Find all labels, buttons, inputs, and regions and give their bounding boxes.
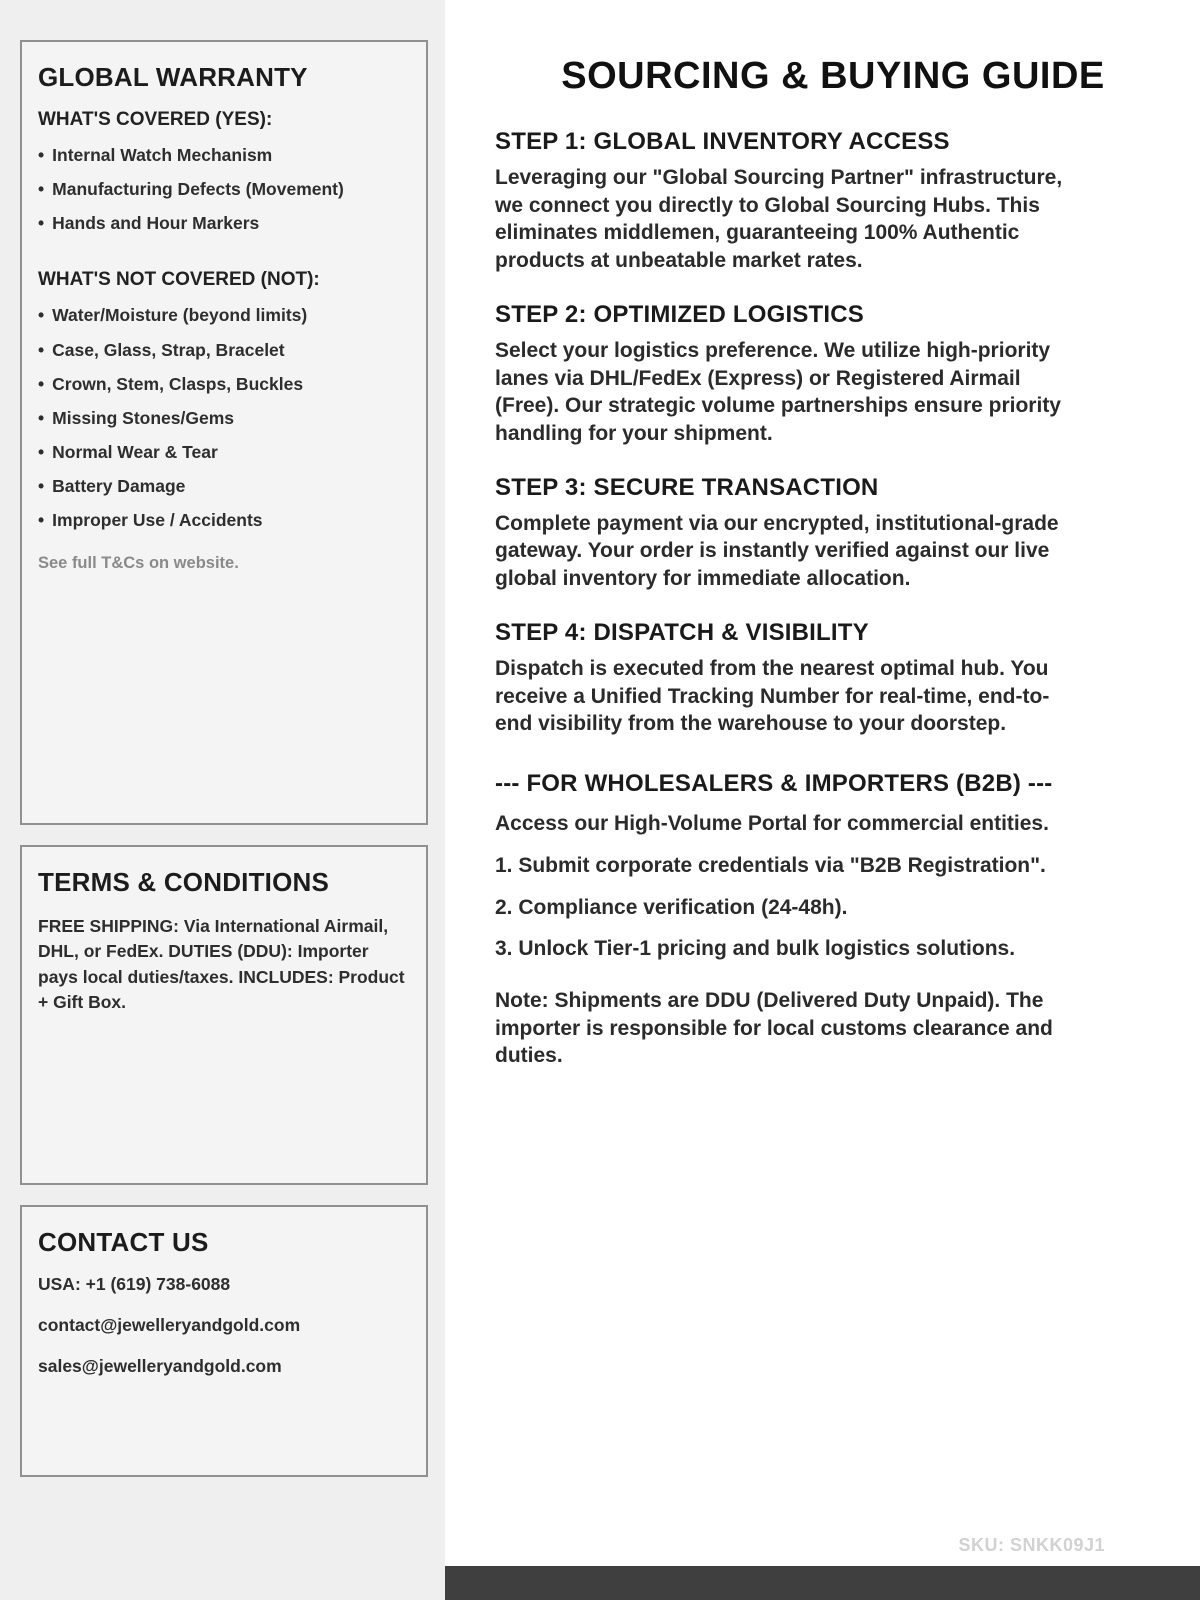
step-3-section xyxy=(495,474,1070,593)
not-covered-item: • Improper Use / Accidents xyxy=(38,510,410,530)
global-warranty-box xyxy=(20,40,428,825)
step-4-section xyxy=(495,619,1070,738)
step-2-heading: STEP 2: OPTIMIZED LOGISTICS xyxy=(495,300,864,328)
terms-body: FREE SHIPPING: Via International Airmail, DHL, or FedEx. DUTIES (DDU): Importer pays local duties/taxes. INCLUDES: Product + Gift Box. xyxy=(38,916,405,1013)
step-1-section xyxy=(495,128,1070,275)
step-1-heading: STEP 1: GLOBAL INVENTORY ACCESS xyxy=(495,128,950,155)
b2b-note: Note: Shipments are DDU (Delivered Duty Unpaid). The importer is responsible for local customs clearance and duties. xyxy=(495,988,1053,1068)
b2b-intro: Access our High-Volume Portal for commercial entities. xyxy=(495,812,1049,836)
covered-heading: WHAT'S COVERED (YES): xyxy=(38,109,273,130)
not-covered-item: • Battery Damage xyxy=(38,476,410,496)
step-4-heading: STEP 4: DISPATCH & VISIBILITY xyxy=(495,618,869,646)
covered-item: • Hands and Hour Markers xyxy=(38,213,410,233)
b2b-heading: --- FOR WHOLESALERS & IMPORTERS (B2B) --- xyxy=(495,770,1053,798)
b2b-item: 1. Submit corporate credentials via "B2B Registration". xyxy=(495,853,1046,877)
warranty-footnote: See full T&Cs on website. xyxy=(38,554,239,573)
contact-box xyxy=(20,1205,428,1477)
sku-label: SKU: SNKK09J1 xyxy=(958,1535,1105,1555)
terms-title: TERMS & CONDITIONS xyxy=(38,867,330,897)
sidebar xyxy=(0,0,445,1600)
not-covered-heading: WHAT'S NOT COVERED (NOT): xyxy=(38,269,320,291)
page-title: SOURCING & BUYING GUIDE xyxy=(561,55,1105,97)
step-4-body: Dispatch is executed from the nearest optimal hub. You receive a Unified Tracking Number for real-time, end-to-end visibility from the warehouse to your doorstep. xyxy=(495,656,1050,736)
not-covered-item: • Crown, Stem, Clasps, Buckles xyxy=(38,374,410,394)
b2b-item: 3. Unlock Tier-1 pricing and bulk logistics solutions. xyxy=(495,937,1016,961)
step-1-body: Leveraging our "Global Sourcing Partner" infrastructure, we connect you directly to Global Sourcing Hubs. This eliminates middlemen, guaranteeing 100% Authentic products at unbeatable market rates. xyxy=(495,166,1063,273)
covered-item: • Manufacturing Defects (Movement) xyxy=(38,179,410,199)
main-content xyxy=(445,0,1200,1600)
contact-email-primary: contact@jewelleryandgold.com xyxy=(38,1315,301,1335)
not-covered-item: • Missing Stones/Gems xyxy=(38,408,410,428)
footer-bar xyxy=(445,1566,1200,1600)
step-2-section xyxy=(495,301,1070,448)
contact-phone: USA: +1 (619) 738-6088 xyxy=(38,1274,231,1294)
b2b-item: 2. Compliance verification (24-48h). xyxy=(495,895,848,919)
not-covered-item: • Case, Glass, Strap, Bracelet xyxy=(38,340,410,360)
terms-box xyxy=(20,845,428,1185)
step-3-body: Complete payment via our encrypted, institutional-grade gateway. Your order is instantly verified against our live global inventory for immediate allocation. xyxy=(495,511,1059,591)
covered-list xyxy=(38,145,410,233)
step-2-body: Select your logistics preference. We utilize high-priority lanes via DHL/FedEx (Express) or Registered Airmail (Free). Our strategic volume partnerships ensure priority handling for your shipment. xyxy=(495,338,1061,446)
not-covered-item: • Water/Moisture (beyond limits) xyxy=(38,305,410,325)
contact-title: CONTACT US xyxy=(38,1227,209,1257)
warranty-title: GLOBAL WARRANTY xyxy=(38,62,308,92)
not-covered-item: • Normal Wear & Tear xyxy=(38,442,410,462)
covered-item: • Internal Watch Mechanism xyxy=(38,145,410,165)
step-3-heading: STEP 3: SECURE TRANSACTION xyxy=(495,473,879,501)
b2b-section xyxy=(495,770,1095,1070)
contact-email-sales: sales@jewelleryandgold.com xyxy=(38,1356,282,1376)
not-covered-list xyxy=(38,305,410,530)
